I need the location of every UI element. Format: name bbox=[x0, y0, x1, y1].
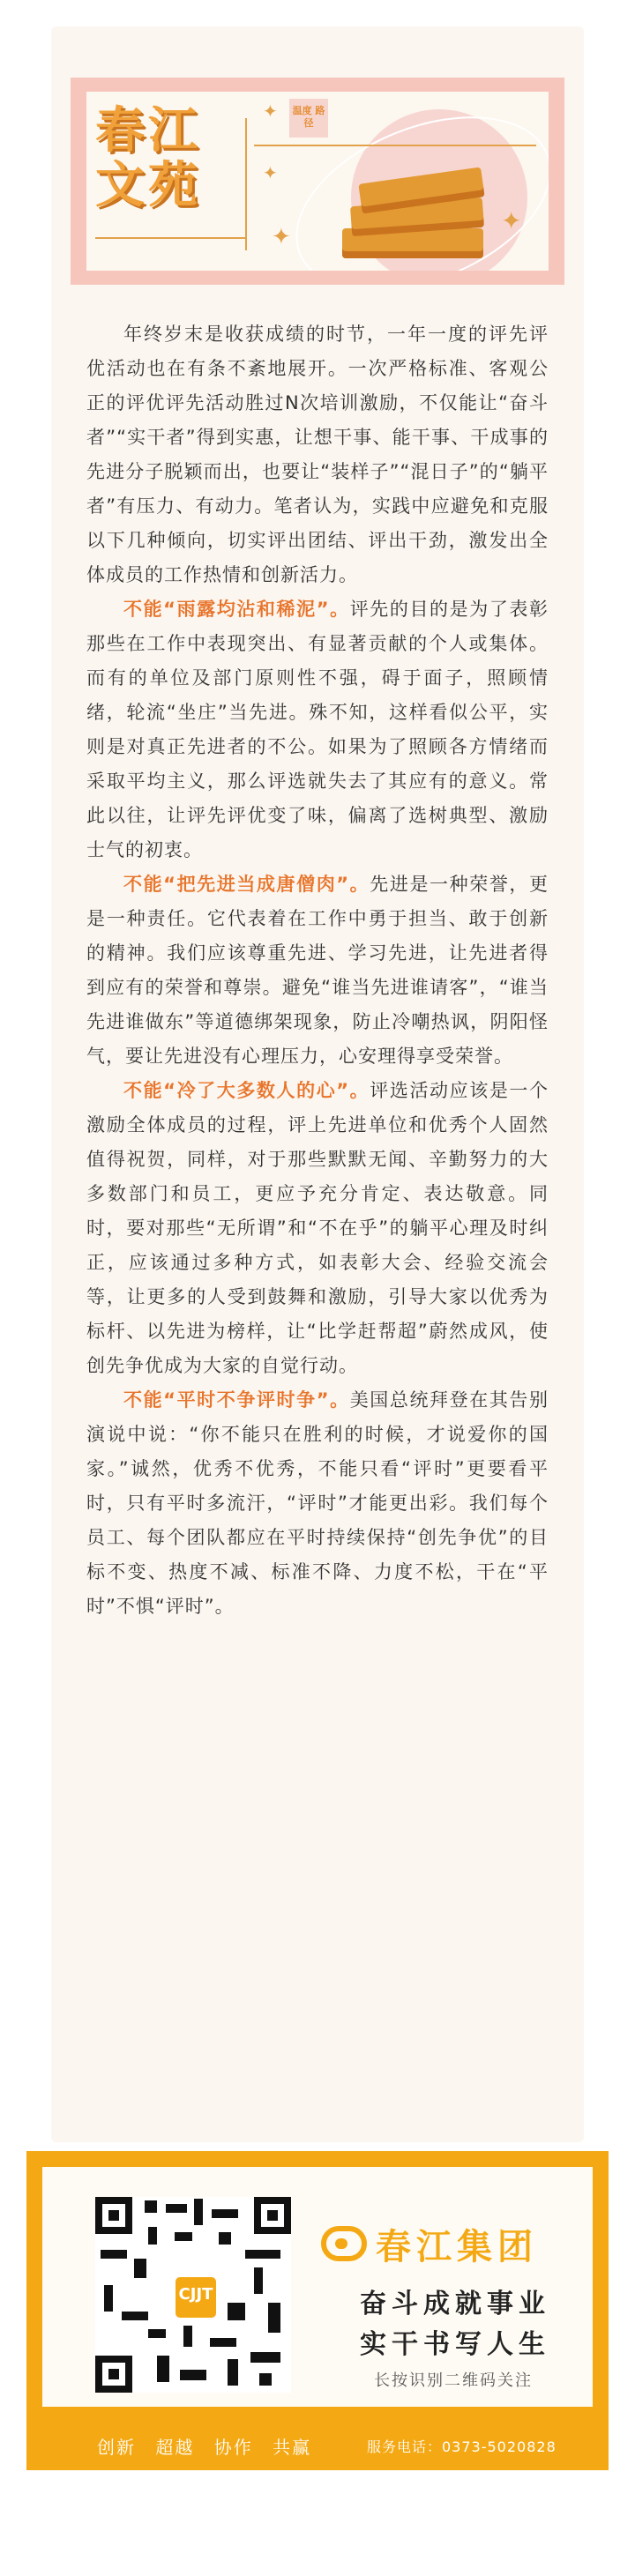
qr-module bbox=[104, 2285, 113, 2312]
brand-name: 春江集团 bbox=[376, 2226, 538, 2267]
section-heading: 不能“冷了大多数人的心”。 bbox=[123, 1080, 370, 1101]
sparkle-icon: ✦ bbox=[272, 224, 291, 250]
qr-module bbox=[145, 2200, 157, 2213]
qr-module bbox=[175, 2232, 192, 2241]
section-heading: 不能“平时不争评时争”。 bbox=[123, 1389, 350, 1411]
qr-module bbox=[228, 2303, 245, 2320]
qr-module bbox=[122, 2312, 148, 2320]
qr-finder bbox=[95, 2197, 132, 2234]
qr-finder bbox=[254, 2197, 291, 2234]
qr-center-logo: CJJT bbox=[173, 2274, 219, 2320]
banner-title: 春江文苑 bbox=[95, 102, 201, 214]
qr-module bbox=[148, 2227, 157, 2245]
section-paragraph bbox=[86, 592, 549, 867]
section-body: 美国总统拜登在其告别演说中说：“你不能只在胜利的时候，才说爱你的国家。”诚然，优秀不优秀，不能只看“评时”更要看平时，只有平时多流汗，“评时”才能更出彩。我们每个员工、每个团队都应在平时持续保持“创先争优”的目标不变、热度不减、标准不降、力度不松，干在“平时”不惧“评时”。 bbox=[86, 1389, 549, 1617]
sparkle-icon: ✦ bbox=[263, 162, 278, 183]
section-paragraph bbox=[86, 1074, 549, 1383]
qr-module bbox=[212, 2209, 238, 2218]
qr-module bbox=[250, 2352, 280, 2363]
qr-finder bbox=[95, 2356, 132, 2393]
qr-module bbox=[180, 2370, 206, 2380]
qr-module bbox=[254, 2267, 263, 2294]
company-values: 创新 超越 协作 共赢 bbox=[97, 2437, 312, 2458]
service-phone[interactable]: 服务电话：0373-5020828 bbox=[367, 2438, 557, 2455]
qr-module bbox=[245, 2250, 280, 2259]
divider-line bbox=[95, 237, 245, 239]
section-paragraph bbox=[86, 1383, 549, 1624]
section-body: 先进是一种荣誉，更是一种责任。它代表着在工作中勇于担当、敢于创新的精神。我们应该尊重先进、学习先进，让先进者得到应有的荣誉和尊崇。避免“谁当先进谁请客”，“谁当先进谁做东”等道德绑架现象，防止冷嘲热讽，阴阳怪气，要让先进没有心理压力，心安理得享受荣誉。 bbox=[86, 874, 549, 1067]
scan-tip: 长按识别二维码关注 bbox=[374, 2371, 533, 2390]
qr-module bbox=[157, 2356, 169, 2382]
section-body: 评选活动应该是一个激励全体成员的过程，评上先进单位和优秀个人固然值得祝贺，同样，对于那些默默无闻、辛勤努力的大多数部门和员工，更应予充分肯定、表达敬意。同时，要对那些“无所谓”和“不在乎”的躺平心理及时纠正，应该通过多种方式，如表彰大会、经验交流会等，让更多的人受到鼓舞和激励，引导大家以优秀为标杆、以先进为榜样，让“比学赶帮超”蔚然成风，使创先争优成为大家的自觉行动。 bbox=[86, 1080, 549, 1376]
qr-module bbox=[268, 2303, 280, 2333]
qr-module bbox=[219, 2232, 231, 2245]
section-heading: 不能“雨露均沾和稀泥”。 bbox=[123, 599, 350, 620]
sparkle-icon: ✦ bbox=[501, 206, 522, 235]
qr-code[interactable] bbox=[95, 2197, 291, 2393]
footer-inner bbox=[42, 2167, 593, 2407]
divider-line bbox=[254, 145, 536, 146]
slogan-line: 奋斗成就事业 bbox=[360, 2289, 550, 2319]
qr-module bbox=[210, 2338, 236, 2347]
brand-logo-icon bbox=[321, 2226, 367, 2261]
qr-module bbox=[259, 2373, 272, 2386]
qr-module bbox=[183, 2326, 192, 2347]
qr-module bbox=[166, 2204, 187, 2213]
brand-lockup bbox=[321, 2222, 538, 2266]
header-banner bbox=[71, 78, 564, 285]
qr-module bbox=[194, 2199, 203, 2225]
section-paragraph bbox=[86, 867, 549, 1074]
footer-card bbox=[26, 2151, 609, 2470]
section-heading: 不能“把先进当成唐僧肉”。 bbox=[123, 874, 370, 895]
qr-module bbox=[134, 2259, 146, 2278]
banner-tag: 温度 路径 bbox=[289, 99, 328, 138]
qr-module bbox=[228, 2359, 238, 2386]
sparkle-icon: ✦ bbox=[263, 101, 278, 122]
article-body bbox=[86, 317, 549, 1624]
slogan-line: 实干书写人生 bbox=[360, 2329, 550, 2360]
banner-inner bbox=[86, 92, 549, 271]
qr-module bbox=[101, 2250, 127, 2259]
section-body: 评先的目的是为了表彰那些在工作中表现突出、有显著贡献的个人或集体。而有的单位及部门原则性不强，碍于面子，照顾情绪，轮流“坐庄”当先进。殊不知，这样看似公平，实则是对真正先进者的不公。如果为了照顾各方情绪而采取平均主义，那么评选就失去了其应有的意义。常此以往，让评先评优变了味，偏离了选树典型、激励士气的初衷。 bbox=[86, 599, 549, 860]
qr-module bbox=[148, 2329, 166, 2338]
intro-paragraph: 年终岁末是收获成绩的时节，一年一度的评先评优活动也在有条不紊地展开。一次严格标准、客观公正的评优评先活动胜过N次培训激励，不仅能让“奋斗者”“实干者”得到实惠，让想干事、能干事、干成事的先进分子脱颖而出，也要让“装样子”“混日子”的“躺平者”有压力、有动力。笔者认为，实践中应避免和克服以下几种倾向，切实评出团结、评出干劲，激发出全体成员的工作热情和创新活力。 bbox=[86, 324, 549, 585]
divider-line bbox=[245, 118, 247, 250]
